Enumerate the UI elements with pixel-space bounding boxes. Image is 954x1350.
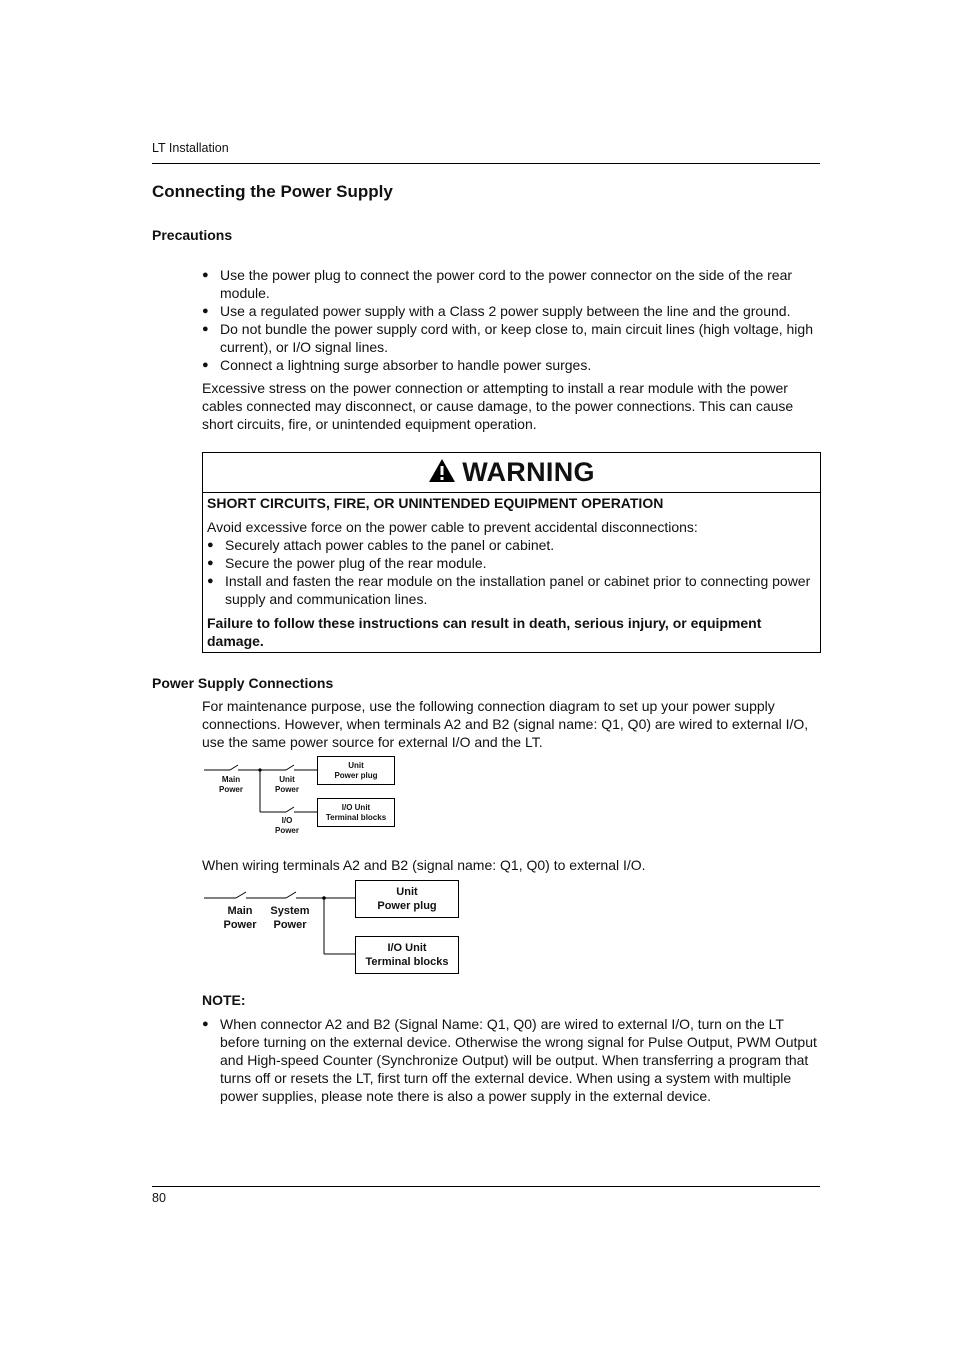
connections-heading: Power Supply Connections [152, 675, 334, 691]
main-power-label: Main Power [218, 775, 243, 794]
unit-power-label: Unit Power [274, 775, 299, 794]
list-item: ● Secure the power plug of the rear module. [207, 554, 816, 572]
unit-power-plug-box: Unit Power plug [355, 880, 459, 918]
connection-diagram-1 [202, 754, 398, 840]
io-unit-terminal-box: I/O Unit Terminal blocks [355, 936, 459, 974]
connections-paragraph: For maintenance purpose, use the following connection diagram to set up your power supply connections. However, when terminals A2 and B2 (signal name: Q1, Q0) are wired to external I/O, use the same power source for external I/O and the LT. [202, 698, 809, 750]
warning-header [203, 453, 820, 493]
warning-list [207, 536, 816, 608]
warning-title: WARNING [462, 457, 595, 487]
precautions-list [202, 266, 822, 374]
list-item: ● Securely attach power cables to the panel or cabinet. [207, 536, 816, 554]
warning-consequence: Failure to follow these instructions can result in death, serious injury, or equipment damage. [207, 615, 762, 649]
running-header: LT Installation [152, 141, 229, 155]
page-number: 80 [152, 1191, 166, 1205]
list-item: ● Connect a lightning surge absorber to handle power surges. [202, 356, 822, 374]
precautions-heading: Precautions [152, 227, 233, 243]
header-rule [152, 163, 820, 164]
precautions-paragraph: Excessive stress on the power connection or attempting to install a rear module with the power cables connected may disconnect, or cause damage, to the power connections. This can cause short circuits, fire, or unintended equipment operation. [202, 380, 794, 432]
list-item: ● Install and fasten the rear module on the installation panel or cabinet prior to connecting power supply and communication lines. [207, 572, 816, 608]
system-power-label: System Power [270, 905, 310, 931]
io-power-label: I/O Power [274, 816, 299, 835]
wiring-note: When wiring terminals A2 and B2 (signal name: Q1, Q0) to external I/O. [202, 857, 646, 873]
io-unit-terminal-box: I/O Unit Terminal blocks [317, 798, 395, 827]
page-title: Connecting the Power Supply [152, 182, 393, 201]
list-item: ● Do not bundle the power supply cord with, or keep close to, main circuit lines (high voltage, high current), or I/O signal lines. [202, 320, 822, 356]
warning-subtitle: SHORT CIRCUITS, FIRE, OR UNINTENDED EQUIPMENT OPERATION [207, 495, 664, 511]
warning-intro: Avoid excessive force on the power cable to prevent accidental disconnections: [207, 519, 698, 535]
unit-power-plug-box: Unit Power plug [317, 756, 395, 785]
warning-box [202, 452, 821, 653]
warning-triangle-icon [428, 458, 456, 488]
note-list [202, 1015, 822, 1105]
connection-diagram-2 [202, 878, 462, 978]
list-item: ● When connector A2 and B2 (Signal Name: Q1, Q0) are wired to external I/O, turn on the LT before turning on the external device. Otherwise the wrong signal for Pulse Output, PWM Output and High-speed Counter (Synchronize Output) will be output. When transferring a program that turns off or resets the LT, first turn off the external device. When using a system with multiple power supplies, please note there is also a power supply in the external device. [202, 1015, 822, 1105]
list-item: ● Use a regulated power supply with a Class 2 power supply between the line and the ground. [202, 302, 822, 320]
warning-body [203, 494, 820, 650]
main-power-label: Main Power [223, 905, 257, 931]
footer-rule [152, 1186, 820, 1187]
note-heading: NOTE: [202, 992, 246, 1008]
list-item: ● Use the power plug to connect the power cord to the power connector on the side of the rear module. [202, 266, 822, 302]
